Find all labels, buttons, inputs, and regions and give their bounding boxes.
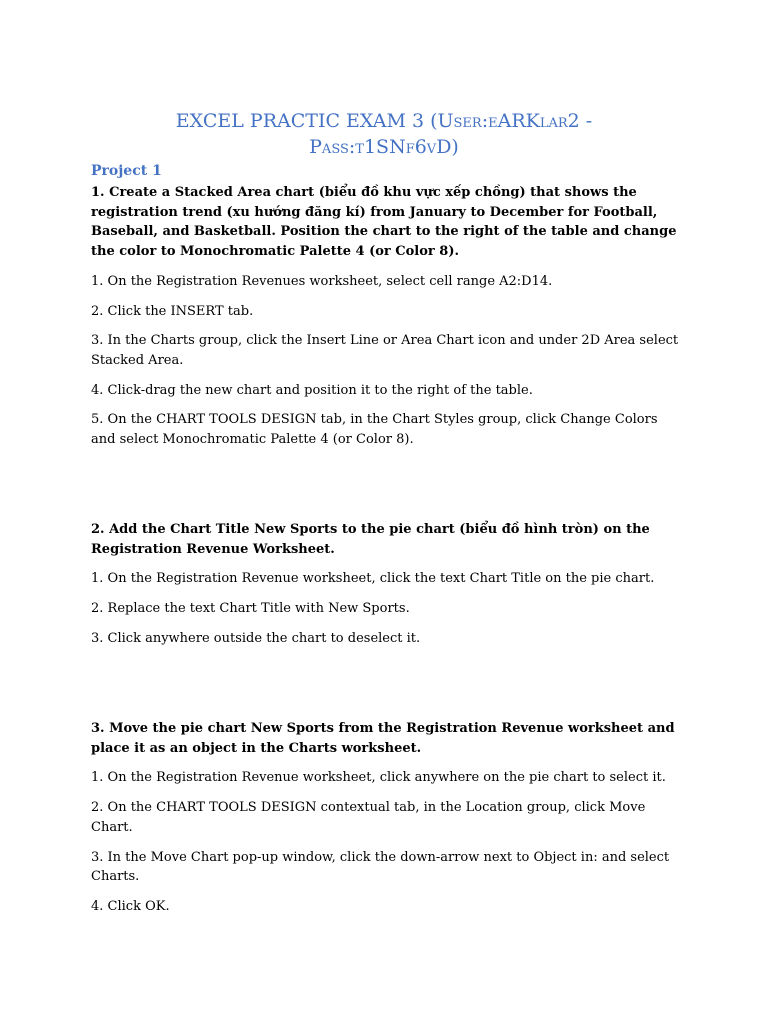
task-2-heading: 2. Add the Chart Title New Sports to the pie chart (biểu đồ hình tròn) on the Registration Revenue Worksheet.: [91, 522, 650, 557]
task-3-steps: [91, 768, 681, 916]
task-3-heading: 3. Move the pie chart New Sports from the Registration Revenue worksheet and place it as an object in the Charts worksheet.: [91, 721, 675, 756]
title-user-credentials: User:eARKlar2 -: [437, 110, 593, 132]
task-2-step: 1. On the Registration Revenue worksheet, click the text Chart Title on the pie chart.: [91, 571, 655, 587]
task-3-step: 1. On the Registration Revenue worksheet, click anywhere on the pie chart to select it.: [91, 770, 666, 786]
task-2: [91, 520, 681, 649]
task-1-step: 1. On the Registration Revenues worksheet, select cell range A2:D14.: [91, 273, 553, 289]
title-pass-credentials: Pass:t1SNf6vD): [309, 136, 459, 158]
task-1-step: 4. Click-drag the new chart and position it to the right of the table.: [91, 382, 533, 398]
task-1-step: 2. Click the INSERT tab.: [91, 303, 254, 319]
task-1: [91, 183, 681, 450]
task-2-steps: [91, 569, 681, 648]
task-1-steps: [91, 272, 681, 450]
task-2-step: 2. Replace the text Chart Title with New Sports.: [91, 601, 410, 617]
task-3-step: 4. Click OK.: [91, 898, 170, 914]
task-3-step: 3. In the Move Chart pop-up window, click the down-arrow next to Object in: and select Charts.: [91, 849, 670, 885]
task-3: [91, 719, 681, 917]
task-1-heading: 1. Create a Stacked Area chart (biểu đồ khu vực xếp chồng) that shows the registration trend (xu hướng đăng kí) from January to December for Football, Baseball, and Basketball. Position the chart to the right of the table and change the color to Monochromatic Palette 4 (or Color 8).: [91, 185, 677, 260]
title-prefix: EXCEL PRACTIC EXAM 3 (: [175, 110, 438, 132]
project-label: Project 1: [91, 163, 162, 179]
task-1-step: 5. On the CHART TOOLS DESIGN tab, in the Chart Styles group, click Change Colors and select Monochromatic Palette 4 (or Color 8).: [91, 412, 658, 448]
task-1-step: 3. In the Charts group, click the Insert Line or Area Chart icon and under 2D Area select Stacked Area.: [91, 333, 679, 368]
task-2-step: 3. Click anywhere outside the chart to deselect it.: [91, 630, 421, 646]
title-line-1: [130, 108, 638, 134]
document-title: [130, 108, 638, 160]
task-3-step: 2. On the CHART TOOLS DESIGN contextual tab, in the Location group, click Move Chart.: [91, 800, 646, 835]
